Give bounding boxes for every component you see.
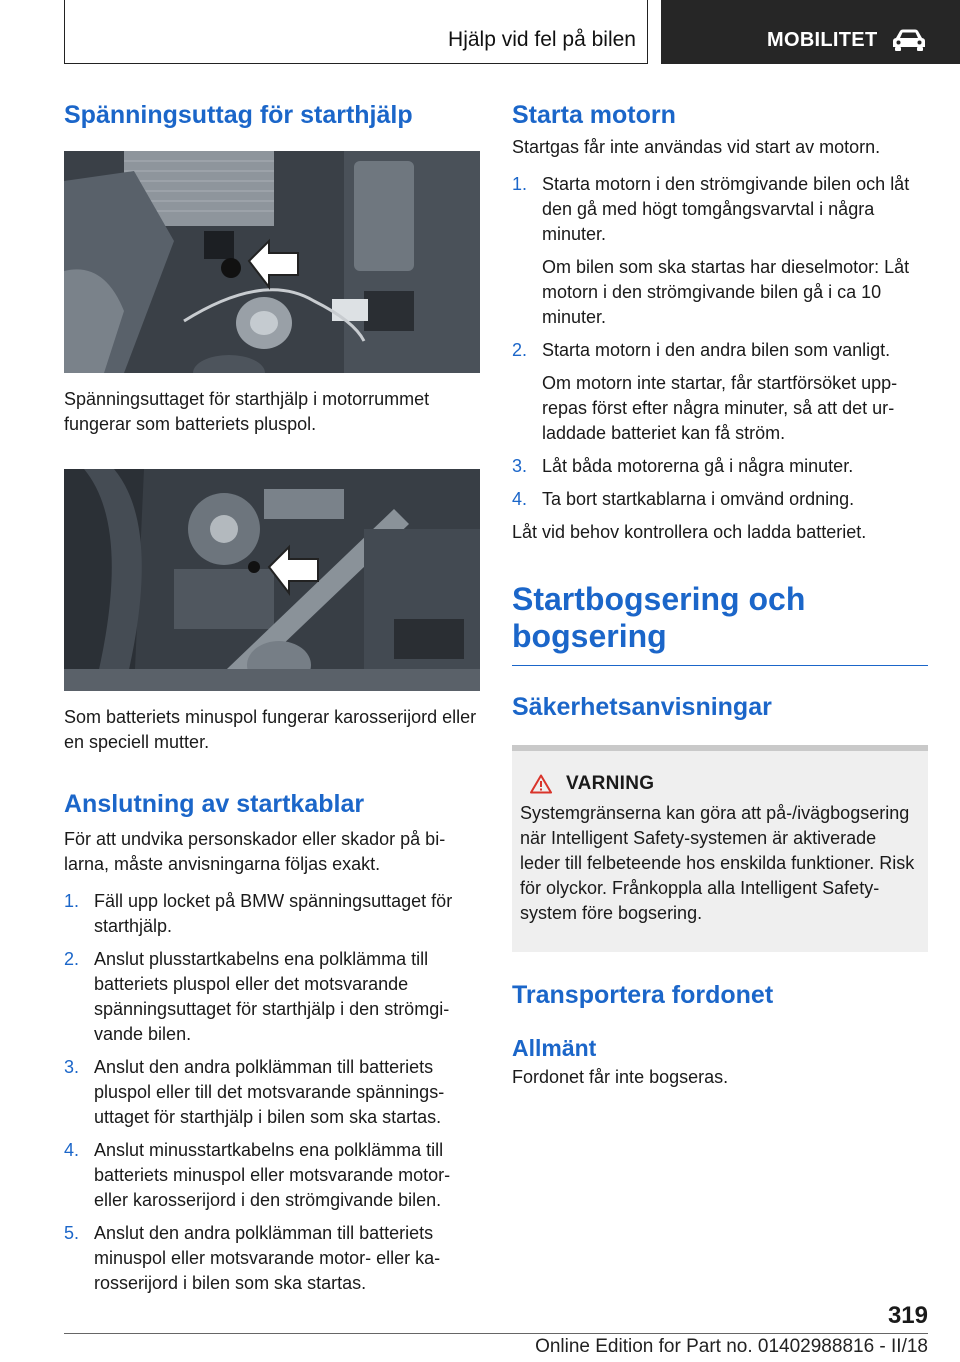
engine-photo-positive-terminal bbox=[64, 151, 480, 373]
page-number: 319 bbox=[887, 1302, 928, 1329]
connect-steps bbox=[64, 889, 480, 1296]
header-section-title: Hjälp vid fel på bilen bbox=[448, 28, 636, 51]
caption-negative-terminal: Som batteriets minuspol fungerar karosserijord eller en speciell mutter. bbox=[64, 707, 477, 753]
title-underline bbox=[512, 665, 928, 666]
list-item: 4. Anslut minusstartkabelns ena polklämma till batteriets minuspol eller motsvarande motor- eller karosserijord i den strömgivande bilen. bbox=[64, 1139, 451, 1210]
header-chapter-label: MOBILITET bbox=[767, 29, 878, 51]
car-icon bbox=[890, 28, 928, 52]
warning-title: VARNING bbox=[520, 773, 920, 795]
section-title-start-engine: Starta motorn bbox=[512, 101, 676, 129]
chapter-title-towing: Startbogsering och bogsering bbox=[512, 581, 806, 655]
section-title-transport: Transportera fordonet bbox=[512, 981, 774, 1010]
caption-positive-terminal: Spänningsuttaget för starthjälp i motorrummet fungerar som batteriets pluspol. bbox=[64, 389, 430, 435]
general-text: Fordonet får inte bogseras. bbox=[512, 1066, 729, 1087]
warning-text: Systemgränserna kan göra att på-/ivägbogsering när Intelligent Safety-systemen är aktiverade leder till felbeteende hos enskilda funktioner. Risk för olyckor. Frånkoppla alla Intelligent Safety-system före bogsering. bbox=[520, 803, 915, 924]
subsection-title-general: Allmänt bbox=[512, 1035, 597, 1062]
warning-triangle-icon bbox=[530, 774, 552, 794]
footer-divider bbox=[64, 1333, 928, 1334]
start-outro: Låt vid behov kontrollera och ladda batteriet. bbox=[512, 522, 867, 543]
start-intro: Startgas får inte användas vid start av motorn. bbox=[512, 137, 881, 158]
list-item: 3. Låt båda motorerna gå i några minuter. bbox=[512, 456, 854, 477]
list-item: 5. Anslut den andra polklämman till batteriets minuspol eller motsvarande motor- eller karosserijord i bilen som ska startas. bbox=[64, 1222, 441, 1293]
header-chapter-tab bbox=[661, 0, 960, 64]
edition-text: Online Edition for Part no. 01402988816 - II/18 bbox=[535, 1336, 928, 1357]
start-steps bbox=[512, 172, 928, 512]
list-item: 2. Starta motorn i den andra bilen som vanligt. Om motorn inte startar, får startförsöket upprepas först efter några minuter, så att det urladdade batteriet kan få ström. bbox=[512, 340, 898, 444]
list-item: 4. Ta bort startkablarna i omvänd ordning. bbox=[512, 489, 855, 510]
list-item: 3. Anslut den andra polklämman till batteriets pluspol eller till det motsvarande spänningsuttaget för starthjälp i bilen som ska startas. bbox=[64, 1056, 445, 1127]
section-title-connect-cables: Anslutning av startkablar bbox=[64, 790, 365, 819]
left-column bbox=[64, 100, 480, 1304]
engine-photo-negative-terminal bbox=[64, 469, 480, 691]
section-title-jump-socket: Spänningsuttag för starthjälp bbox=[64, 101, 413, 129]
right-column bbox=[512, 100, 928, 1090]
connect-intro: För att undvika personskador eller skador på bilarna, måste anvisningarna följas exakt. bbox=[64, 828, 446, 874]
list-item: 1. Fäll upp locket på BMW spänningsuttaget för starthjälp. bbox=[64, 890, 453, 936]
list-item: 1. Starta motorn i den strömgivande bilen och låt den gå med högt tomgångsvarvtal i några minuter. Om bilen som ska startas har dieselmotor: Låt motorn i den strömgivande bilen gå i ca 10 minuter. bbox=[512, 174, 910, 328]
list-item: 2. Anslut plusstartkabelns ena polklämma till batteriets pluspol eller det motsvarande spänningsuttaget för starthjälp i den strömgivande bilen. bbox=[64, 948, 450, 1044]
warning-box bbox=[512, 745, 928, 952]
section-title-safety: Säkerhetsanvisningar bbox=[512, 692, 772, 721]
